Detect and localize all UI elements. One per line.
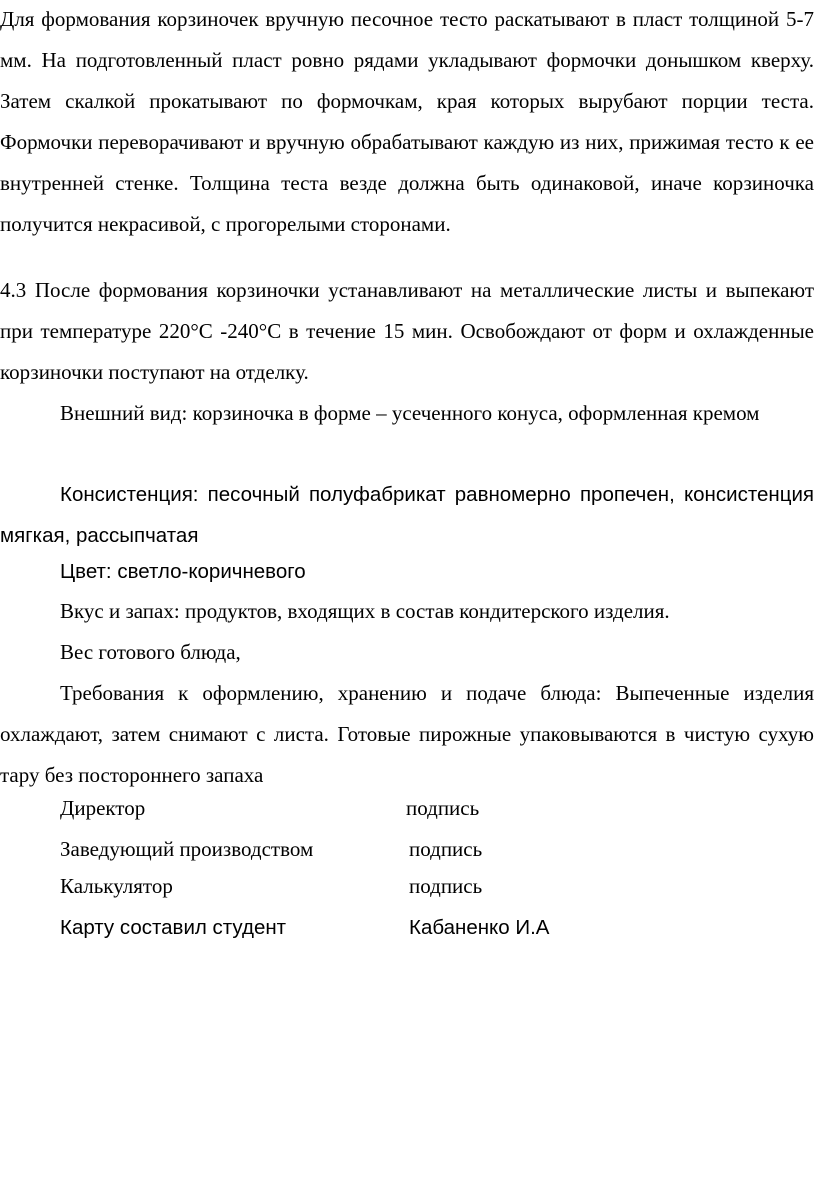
signature-row-student bbox=[60, 907, 760, 948]
signature-row-director bbox=[60, 788, 760, 829]
signature-value: подпись bbox=[406, 796, 480, 820]
signature-role: Калькулятор bbox=[60, 874, 173, 898]
paragraph-weight: Вес готового блюда, bbox=[60, 640, 241, 664]
paragraph-requirements: Требования к оформлению, хранению и подаче блюда: Выпеченные изделия охлаждают, затем снимают с листа. Готовые пирожные упаковываются в чистую сухую тару без постороннего запаха bbox=[0, 681, 814, 787]
paragraph-color: Цвет: светло-коричневого bbox=[60, 560, 306, 583]
paragraph-baking: 4.3 После формования корзиночки устанавливают на металлические листы и выпекают при температуре 220°С -240°С в течение 15 мин. Освобождают от форм и охлажденные корзиночки поступают на отделку. bbox=[0, 278, 814, 384]
paragraph-appearance: Внешний вид: корзиночка в форме – усеченного конуса, оформленная кремом bbox=[60, 401, 760, 425]
paragraph-forming: Для формования корзиночек вручную песочное тесто раскатывают в пласт толщиной 5-7 мм. На подготовленный пласт ровно рядами укладывают формочки донышком кверху. Затем скалкой прокатывают по формочкам, края которых вырубают порции теста. Формочки переворачивают и вручную обрабатывают каждую из них, прижимая тесто к ее внутренней стенке. Толщина теста везде должна быть одинаковой, иначе корзиночка получится некрасивой, с прогорелыми сторонами. bbox=[0, 7, 814, 236]
signature-value: Кабаненко И.А bbox=[409, 916, 550, 939]
signature-role: Директор bbox=[60, 796, 146, 820]
signature-value: подпись bbox=[409, 837, 483, 861]
signature-row-calculator bbox=[60, 866, 760, 907]
paragraph-taste: Вкус и запах: продуктов, входящих в состав кондитерского изделия. bbox=[60, 599, 670, 623]
signature-value: подпись bbox=[409, 874, 483, 898]
signature-role: Карту составил студент bbox=[60, 916, 287, 939]
signature-role: Заведующий производством bbox=[60, 837, 314, 861]
paragraph-consistency: Консистенция: песочный полуфабрикат равномерно пропечен, консистенция мягкая, рассыпчатая bbox=[0, 483, 814, 547]
signature-row-production-manager bbox=[60, 829, 760, 870]
